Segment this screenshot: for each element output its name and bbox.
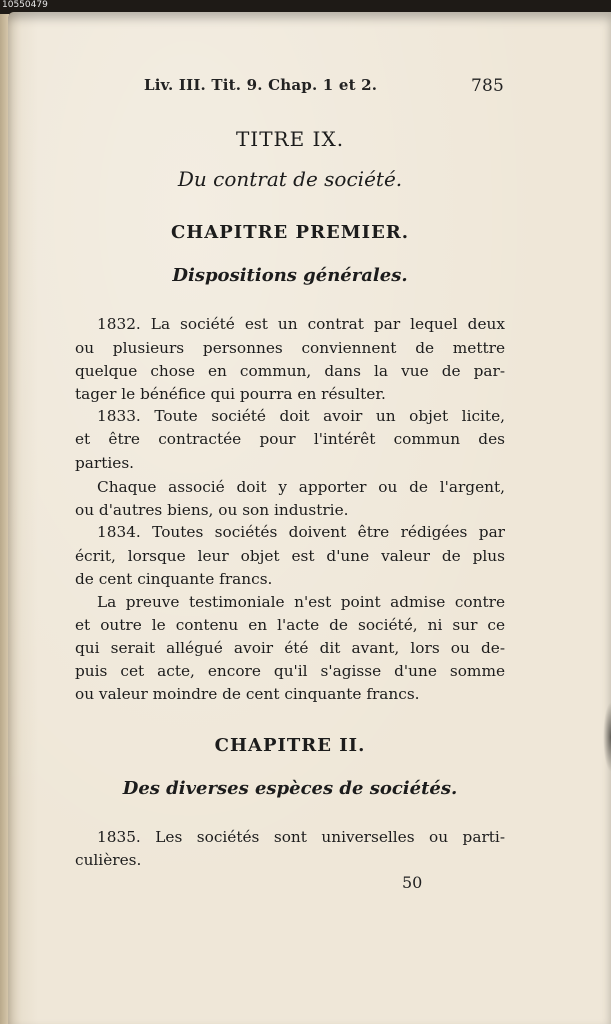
page-number: 785 — [470, 76, 504, 96]
text-line: parties. — [75, 454, 135, 472]
chapitre-1-subtitle: Dispositions générales. — [172, 265, 408, 286]
text-line: et outre le contenu en l'acte de société, ni sur ce — [75, 616, 505, 634]
chapitre-2-heading: CHAPITRE II. — [214, 735, 366, 756]
text-line: Chaque associé doit y apporter ou de l'argent, — [97, 478, 505, 496]
text-line: ou valeur moindre de cent cinquante francs. — [75, 685, 420, 703]
page-shadow — [603, 702, 611, 772]
text-line: 1834. Toutes sociétés doivent être rédigées par — [97, 523, 505, 541]
chapitre-2-subtitle: Des diverses espèces de sociétés. — [122, 778, 458, 799]
text-line: ou plusieurs personnes conviennent de mettre — [75, 339, 505, 357]
titre-subtitle: Du contrat de société. — [177, 167, 403, 191]
text-line: tager le bénéfice qui pourra en résulter. — [75, 385, 386, 403]
text-line: La preuve testimoniale n'est point admise contre — [97, 593, 505, 611]
text-line: 1832. La société est un contrat par lequel deux — [97, 315, 505, 333]
text-line: quelque chose en commun, dans la vue de par- — [75, 362, 505, 380]
text-line: qui serait allégué avoir été dit avant, lors ou de- — [75, 639, 505, 657]
text-line: et être contractée pour l'intérêt commun des — [75, 430, 505, 448]
text-line: culières. — [75, 851, 142, 869]
text-line: 1833. Toute société doit avoir un objet licite, — [97, 407, 505, 425]
running-head — [144, 76, 504, 98]
signature-mark: 50 — [402, 873, 423, 892]
scan-id: 10550479 — [2, 0, 48, 10]
text-line: de cent cinquante francs. — [75, 570, 273, 588]
titre-heading: TITRE IX. — [235, 127, 345, 151]
chapitre-1-heading: CHAPITRE PREMIER. — [170, 222, 410, 243]
text-line: ou d'autres biens, ou son industrie. — [75, 501, 349, 519]
text-line: écrit, lorsque leur objet est d'une valeur de plus — [75, 547, 505, 565]
running-head-text: Liv. III. Tit. 9. Chap. 1 et 2. — [144, 76, 378, 94]
text-line: 1835. Les sociétés sont universelles ou parti- — [97, 828, 505, 846]
text-line: puis cet acte, encore qu'il s'agisse d'une somme — [75, 662, 505, 680]
